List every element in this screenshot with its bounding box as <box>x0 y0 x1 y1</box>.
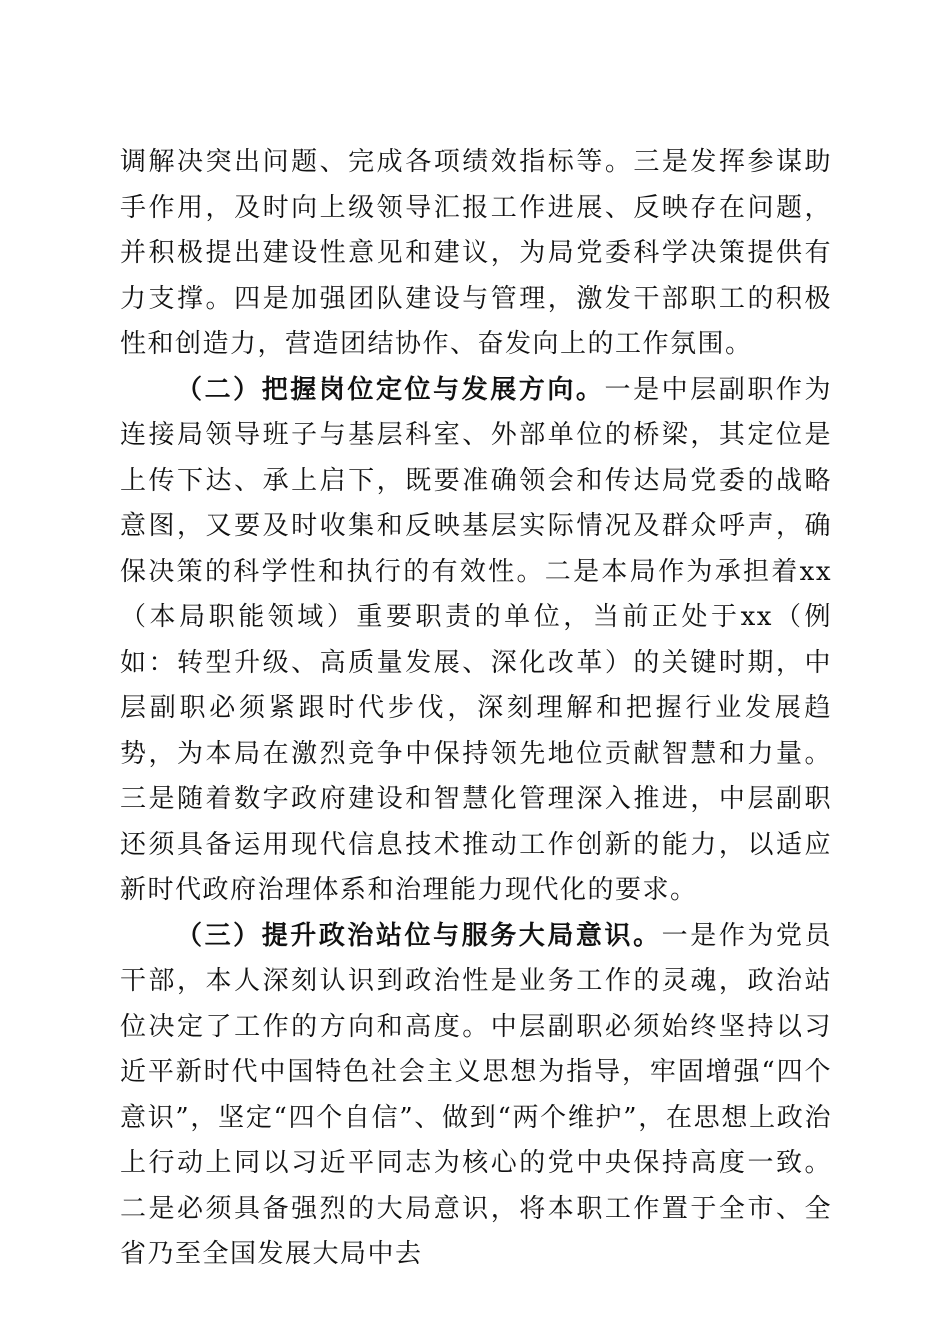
section-heading: （二）把握岗位定位与发展方向。 <box>176 374 605 405</box>
paragraph-body: 一是中层副职作为连接局领导班子与基层科室、外部单位的桥梁，其定位是上传下达、承上启下，既要准确领会和传达局党委的战略意图，又要及时收集和反映基层实际情况及群众呼声，确保决策的科学性和执行的有效性。二是本局作为承担着xx（本局职能领域）重要职责的单位，当前正处于xx（例如：转型升级、高质量发展、深化改革）的关键时期，中层副职必须紧跟时代步伐，深刻理解和把握行业发展趋势，为本局在激烈竞争中保持领先地位贡献智慧和力量。三是随着数字政府建设和智慧化管理深入推进，中层副职还须具备运用现代信息技术推动工作创新的能力，以适应新时代政府治理体系和治理能力现代化的要求。 <box>120 374 832 905</box>
paragraph-section-2 <box>120 368 832 914</box>
section-heading: （三）提升政治站位与服务大局意识。 <box>176 920 662 951</box>
paragraph-section-3 <box>120 914 832 1278</box>
document-page <box>120 140 832 1278</box>
paragraph-continuation <box>120 140 832 368</box>
paragraph-body: 调解决突出问题、完成各项绩效指标等。三是发挥参谋助手作用，及时向上级领导汇报工作进展、反映存在问题，并积极提出建设性意见和建议，为局党委科学决策提供有力支撑。四是加强团队建设与管理，激发干部职工的积极性和创造力，营造团结协作、奋发向上的工作氛围。 <box>120 147 832 359</box>
paragraph-body: 一是作为党员干部，本人深刻认识到政治性是业务工作的灵魂，政治站位决定了工作的方向和高度。中层副职必须始终坚持以习近平新时代中国特色社会主义思想为指导，牢固增强“四个意识”，坚定“四个自信”、做到“两个维护”，在思想上政治上行动上同以习近平同志为核心的党中央保持高度一致。二是必须具备强烈的大局意识，将本职工作置于全市、全省乃至全国发展大局中去 <box>120 920 832 1269</box>
